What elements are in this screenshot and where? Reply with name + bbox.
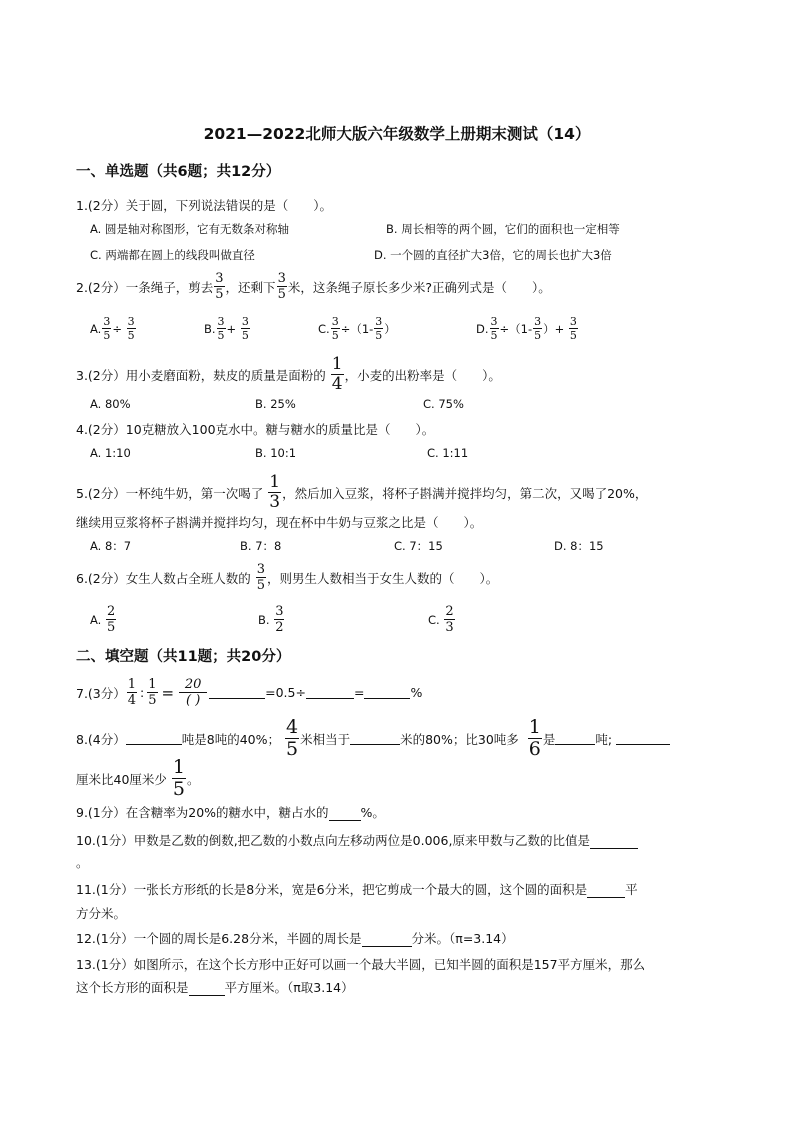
- question-4-option-b: B. 10:1: [255, 446, 297, 460]
- question-10-stem: 10.(1分）甲数是乙数的倒数,把乙数的小数点向左移动两位是0.006,原来甲数与乙数的比值是: [76, 831, 638, 849]
- question-13-stem: 13.(1分）如图所示，在这个长方形中正好可以画一个最大半圆，已知半圆的面积是157平方厘米，那么: [76, 957, 646, 972]
- question-6-option-b: B. $\frac{3}{2}$: [258, 604, 284, 635]
- question-5-option-d: D. 8：15: [554, 539, 604, 553]
- question-5-option-b: B. 7：8: [240, 539, 282, 553]
- blank-8-4[interactable]: [616, 732, 670, 745]
- section-heading-fill-in: 二、填空题（共11题；共20分）: [76, 649, 291, 665]
- question-3-stem: 3.(2分）用小麦磨面粉，麸皮的质量是面粉的 $\frac{1}{4}$ ，小麦的出粉率是（ ）。: [76, 354, 501, 394]
- section-heading-single-choice: 一、单选题（共6题；共12分）: [76, 164, 281, 180]
- question-4-option-a: A. 1:10: [90, 446, 131, 460]
- question-7-stem: 7.(3分） $\frac{1}{4}$ : $\frac{1}{5}$ = $\frac{20}{( )}$ =0.5÷ = %: [76, 677, 423, 708]
- question-1-option-d: D. 一个圆的直径扩大3倍，它的周长也扩大3倍: [374, 248, 612, 262]
- question-4-option-c: C. 1:11: [427, 446, 469, 460]
- question-1-option-c: C. 两端都在圆上的线段叫做直径: [90, 248, 255, 262]
- fraction-3-5: $\frac{3}{5}$: [256, 562, 266, 593]
- question-13-line-2: 这个长方形的面积是 平方厘米。（π取3.14）: [76, 980, 354, 995]
- question-6-stem: 6.(2分）女生人数占全班人数的 $\frac{3}{5}$ ，则男生人数相当于女生人数的（ ）。: [76, 562, 499, 593]
- blank-7-3[interactable]: [364, 686, 410, 699]
- blank-9-1[interactable]: [329, 808, 361, 821]
- question-2-stem: 2.(2分）一条绳子，剪去 $\frac{3}{5}$ ，还剩下 $\frac{3}{5}$ 米，这条绳子原长多少米?正确列式是（ ）。: [76, 271, 551, 302]
- question-1-option-a: A. 圆是轴对称图形，它有无数条对称轴: [90, 222, 289, 236]
- question-6-option-c: C. $\frac{2}{3}$: [428, 604, 454, 635]
- question-3-option-b: B. 25%: [255, 397, 296, 411]
- question-12-stem: 12.(1分）一个圆的周长是6.28分米，半圆的周长是 分米。（π=3.14）: [76, 931, 514, 946]
- question-2-option-a: A. $\frac{3}{5}$ ÷ $\frac{3}{5}$: [90, 315, 135, 342]
- question-11-line-2: 方分米。: [76, 906, 127, 921]
- blank-8-1[interactable]: [126, 732, 182, 745]
- question-4-stem: 4.(2分）10克糖放入100克水中。糖与糖水的质量比是（ ）。: [76, 422, 435, 437]
- blank-8-2[interactable]: [350, 732, 400, 745]
- question-1-stem: 1.(2分）关于圆，下列说法错误的是（ ）。: [76, 198, 333, 213]
- blank-8-3[interactable]: [555, 732, 595, 745]
- question-3-option-a: A. 80%: [90, 397, 131, 411]
- question-5-line-2: 继续用豆浆将杯子斟满并搅拌均匀，现在杯中牛奶与豆浆之比是（ ）。: [76, 515, 483, 530]
- blank-12-1[interactable]: [362, 934, 412, 947]
- blank-7-1[interactable]: [209, 686, 265, 699]
- question-10-line-2: 。: [76, 855, 89, 870]
- fraction-3-5: $\frac{3}{5}$: [215, 271, 224, 302]
- question-2-option-c: C. $\frac{3}{5}$ ÷ （1- $\frac{3}{5}$ ）: [318, 315, 396, 342]
- fraction-3-5: $\frac{3}{5}$: [277, 271, 286, 302]
- question-6-option-a: A. $\frac{2}{5}$: [90, 604, 116, 635]
- blank-11-1[interactable]: [587, 885, 625, 898]
- page-title: 2021—2022北师大版六年级数学上册期末测试（14）: [203, 125, 591, 143]
- question-8-stem: 8.(4分） 吨是8吨的40%； $\frac{4}{5}$ 米相当于 米的80%；比30吨多 $\frac{1}{6}$ 是 吨;: [76, 718, 670, 759]
- question-8-line-2: 厘米比40厘米少 $\frac{1}{5}$ 。: [76, 756, 200, 800]
- blank-13-1[interactable]: [189, 983, 225, 996]
- fraction-1-4: $\frac{1}{4}$: [331, 354, 343, 394]
- question-5-option-a: A. 8：7: [90, 539, 132, 553]
- question-11-stem: 11.(1分）一张长方形纸的长是8分米，宽是6分米，把它剪成一个最大的圆，这个圆的面积是 平: [76, 882, 638, 897]
- blank-7-2[interactable]: [306, 686, 354, 699]
- question-2-option-b: B. $\frac{3}{5}$ + $\frac{3}{5}$: [204, 315, 249, 342]
- fraction-1-3: $\frac{1}{3}$: [269, 472, 281, 512]
- question-5-stem: 5.(2分）一杯纯牛奶，第一次喝了 $\frac{1}{3}$ ，然后加入豆浆，将杯子斟满并搅拌均匀，第二次，又喝了20%，: [76, 472, 648, 512]
- question-5-option-c: C. 7：15: [394, 539, 443, 553]
- question-9-stem: 9.(1分）在含糖率为20%的糖水中，糖占水的 %。: [76, 805, 385, 820]
- question-1-option-b: B. 周长相等的两个圆，它们的面积也一定相等: [386, 222, 620, 236]
- question-2-option-d: D. $\frac{3}{5}$ ÷ （1- $\frac{3}{5}$ ）+ $\frac{3}{5}$: [476, 315, 577, 342]
- question-3-option-c: C. 75%: [423, 397, 464, 411]
- blank-10-1[interactable]: [590, 836, 638, 849]
